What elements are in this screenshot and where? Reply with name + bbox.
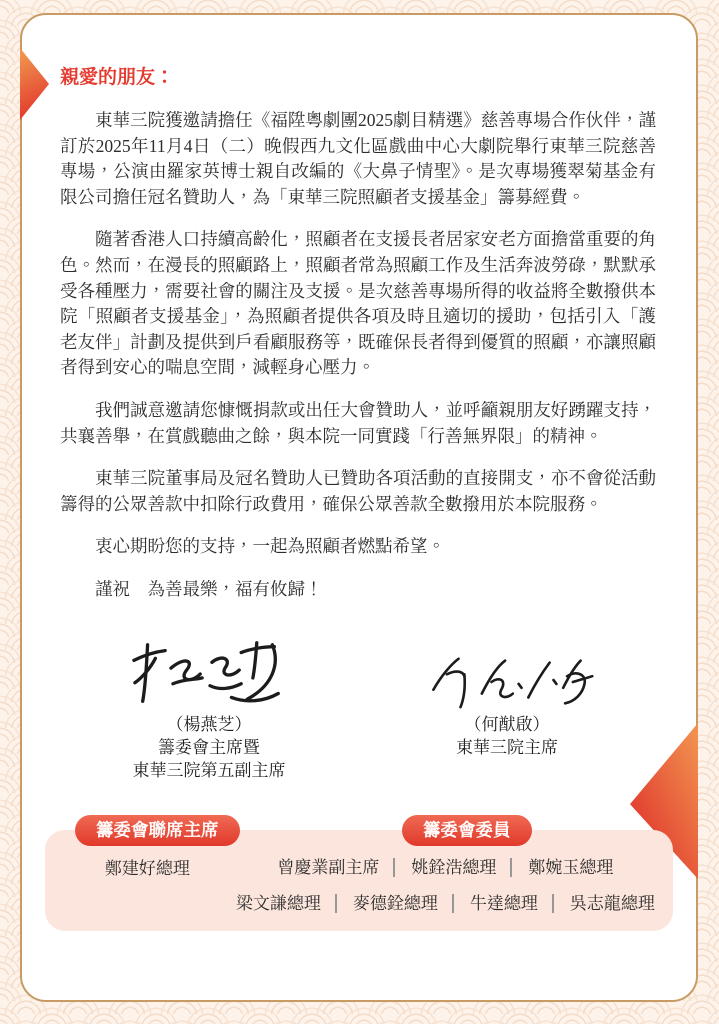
co-chairmen-names bbox=[61, 855, 234, 916]
signatory-title: 籌委會主席暨 bbox=[158, 737, 260, 757]
signature-right-image bbox=[358, 633, 656, 713]
letter-card bbox=[20, 13, 698, 1002]
signature-left-image bbox=[60, 633, 358, 713]
handwritten-signature-icon bbox=[419, 651, 595, 713]
committee-member-name: 牛達總理 bbox=[452, 894, 538, 913]
signatory-right bbox=[358, 633, 656, 782]
paragraph-2: 隨著香港人口持續高齡化，照顧者在支援長者居家安老方面擔當重要的角色。然而，在漫長的照顧路上，照顧者常為照顧工作及生活奔波勞碌，默默承受各種壓力，需要社會的關注及支援。是次慈善專場所得的收益將全數撥供本院「照顧者支援基金」，為照顧者提供各項及時且適切的援助，包括引入「護老友伴」計劃及提供到戶看顧服務等，既確保長者得到優質的照顧，亦讓照顧者得到安心的喘息空間，減輕身心壓力。 bbox=[60, 229, 656, 378]
closing-line: 謹祝 為善最樂，福有攸歸！ bbox=[95, 578, 323, 599]
names-row bbox=[234, 855, 657, 880]
letter-body bbox=[22, 15, 696, 782]
committee-section bbox=[45, 819, 673, 931]
committee-member-name: 梁文謙總理 bbox=[235, 893, 321, 913]
committee-member-name: 姚銓浩總理 bbox=[393, 858, 496, 877]
committee-member-name: 鄭建好總理 bbox=[104, 858, 190, 878]
signatory-name: （楊燕芝） bbox=[166, 714, 252, 734]
paragraph-1: 東華三院獲邀請擔任《福陞粵劇團2025劇目精選》慈善專場合作伙伴，謹訂於2025年11月4日（二）晚假西九文化區戲曲中心大劇院舉行東華三院慈善專場，公演由羅家英博士親自改編的《大鼻子情聖》。是次專場獲翠菊基金有限公司擔任冠名贊助人，為「東華三院照顧者支援基金」籌募經費。 bbox=[60, 110, 656, 207]
names-row bbox=[234, 891, 657, 916]
signatory-title: 東華三院主席 bbox=[456, 737, 558, 757]
names-row bbox=[61, 856, 234, 881]
signatory-title: 東華三院第五副主席 bbox=[132, 760, 286, 780]
members-names bbox=[234, 855, 657, 916]
committee-member-name: 曾慶業副主席 bbox=[277, 857, 380, 877]
co-chairmen-badge: 籌委會聯席主席 bbox=[75, 815, 240, 846]
committee-member-name: 鄭婉玉總理 bbox=[510, 858, 613, 877]
paragraph-5: 衷心期盼您的支持，一起為照顧者燃點希望。 bbox=[95, 536, 445, 557]
handwritten-signature-icon bbox=[125, 635, 293, 713]
signature-block bbox=[60, 633, 656, 782]
committee-member-name: 麥德銓總理 bbox=[335, 894, 438, 913]
paragraph-3: 我們誠意邀請您慷慨捐款或出任大會贊助人，並呼籲親朋友好踴躍支持，共襄善舉，在賞戲聽曲之餘，與本院一同實踐「行善無界限」的精神。 bbox=[60, 399, 656, 446]
members-badge: 籌委會委員 bbox=[402, 815, 532, 846]
paragraph-4: 東華三院董事局及冠名贊助人已贊助各項活動的直接開支，亦不會從活動籌得的公眾善款中扣除行政費用，確保公眾善款全數撥用於本院服務。 bbox=[60, 468, 656, 514]
committee-member-name: 吳志龍總理 bbox=[552, 894, 655, 913]
salutation: 親愛的朋友： bbox=[60, 67, 175, 88]
signatory-name: （何猷啟） bbox=[464, 714, 550, 734]
signatory-left bbox=[60, 633, 358, 782]
